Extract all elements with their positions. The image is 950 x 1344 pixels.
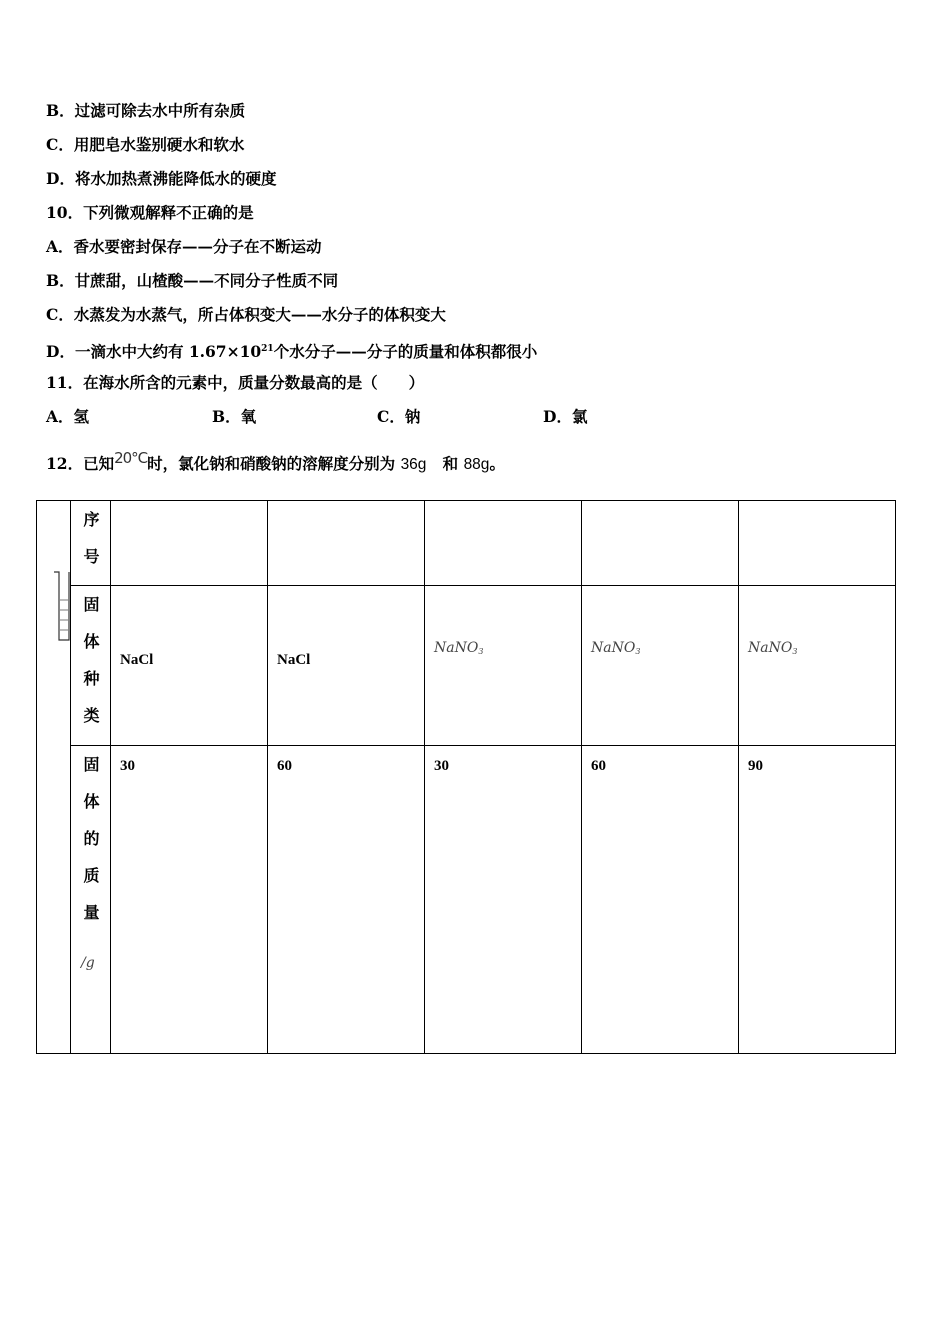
q12-and: 和	[442, 454, 459, 473]
index-cell-3	[425, 501, 582, 586]
solid-type-cell-3: NaNO3	[425, 586, 582, 746]
solid-type-cell-1: NaCl	[111, 586, 268, 746]
q11-option-a: A．氢	[46, 407, 90, 426]
solubility-experiment-table	[36, 500, 896, 1054]
solid-type-cell-2: NaCl	[268, 586, 425, 746]
q12-value-2: 88g	[463, 456, 490, 473]
q10d-prefix: D．一滴水中大约有 1.67×10	[46, 342, 262, 362]
row-header-index: 序号	[71, 501, 111, 586]
mass-cell-1: 30	[111, 746, 268, 1054]
option-b-filtration: B．过滤可除去水中所有杂质	[46, 101, 246, 120]
q12-end: 。	[489, 454, 505, 473]
q11-option-c: C．钠	[377, 407, 421, 426]
q12-prefix: 12．已知	[46, 454, 115, 473]
q10d-suffix: 个水分子——分子的质量和体积都很小	[273, 342, 538, 362]
question-12	[46, 448, 505, 475]
index-cell-1	[111, 501, 268, 586]
q12-mid: 时，氯化钠和硝酸钠的溶解度分别为	[147, 454, 396, 473]
q12-value-1: 36g	[400, 456, 427, 473]
index-cell-5	[739, 501, 896, 586]
q12-temperature: 20°C	[114, 449, 148, 467]
question-11: 11．在海水所含的元素中，质量分数最高的是（ ）	[46, 373, 425, 392]
row-header-solid-mass: 固体的质量 /g	[71, 746, 111, 1054]
index-cell-4	[582, 501, 739, 586]
option-c-soap-water: C．用肥皂水鉴别硬水和软水	[46, 135, 245, 154]
question-10: 10．下列微观解释不正确的是	[46, 203, 254, 222]
q10d-exponent: 21	[261, 344, 274, 354]
mass-cell-2: 60	[268, 746, 425, 1054]
q11-option-b: B．氧	[212, 407, 257, 426]
q10-option-a: A．香水要密封保存——分子在不断运动	[46, 237, 322, 256]
q10-option-b: B．甘蔗甜，山楂酸——不同分子性质不同	[46, 271, 339, 290]
index-cell-2	[268, 501, 425, 586]
q10-option-d	[46, 339, 537, 362]
beaker-column	[37, 501, 71, 1054]
mass-unit: /g	[81, 955, 95, 971]
mass-cell-5: 90	[739, 746, 896, 1054]
q11-option-d: D．氯	[543, 407, 588, 426]
mass-cell-4: 60	[582, 746, 739, 1054]
row-header-solid-type: 固体种类	[71, 586, 111, 746]
q10-option-c: C．水蒸发为水蒸气，所占体积变大——水分子的体积变大	[46, 305, 446, 324]
option-d-boiling: D．将水加热煮沸能降低水的硬度	[46, 169, 277, 188]
solid-type-cell-5: NaNO3	[739, 586, 896, 746]
mass-cell-3: 30	[425, 746, 582, 1054]
solid-type-cell-4: NaNO3	[582, 586, 739, 746]
